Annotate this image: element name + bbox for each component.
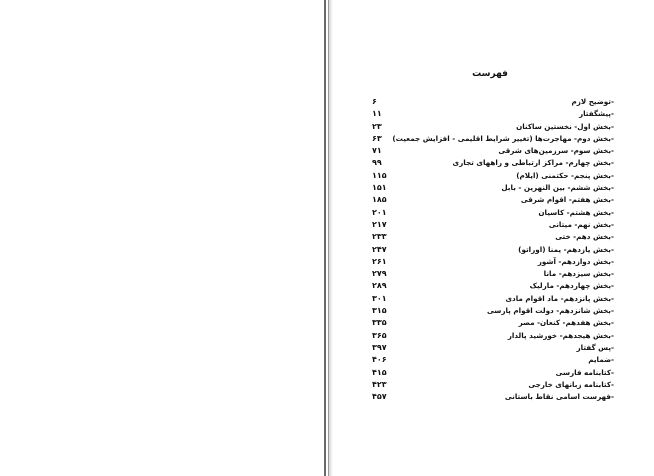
toc-entry [372,268,614,280]
toc-entry-title: -بخش نهم- میتانی [548,219,614,229]
toc-entry-page-number: ۲۸۹ [372,281,387,291]
toc-entry [372,244,614,256]
toc-entry-page-number: ۶۳ [372,133,382,143]
toc-entry [372,256,614,268]
toc-entry-title: -بخش شانزدهم- دولت اقوام پارسی [486,306,614,316]
toc-entry [372,121,614,133]
toc-entry-page-number: ۲۰۱ [372,207,387,217]
toc-entry-title: -کتابنامه فارسی [555,367,614,377]
toc-entry-page-number: ۲۶۱ [372,256,387,266]
toc-entry-page-number: ۳۰۱ [372,293,387,303]
toc-entry [372,133,614,145]
toc-entry-title: -بخش پانزدهم- ماد اقوام مادی [505,293,614,303]
toc-entry [372,219,614,231]
toc-entry [372,108,614,120]
toc-entry-title: -بخش دهم- ختی [555,232,614,242]
toc-entry-title: -بخش دوازدهم- آشور [537,256,614,266]
toc-entry [372,207,614,219]
toc-entry-title: -بخش هیجدهم- خورشید پالدار [507,330,614,340]
toc-entry-title: -ضمایم [588,355,614,365]
toc-entry [372,354,614,366]
toc-entry-title: -بخش سیزدهم- مانا [543,269,614,279]
toc-entry-page-number: ۴۱۵ [372,367,387,377]
toc-entry-title: -بخش هفتم- اقوام شرقی [520,195,614,205]
toc-entry-page-number: ۴۰۶ [372,355,387,365]
toc-entry [372,170,614,182]
book-spine-line [324,0,326,476]
toc-entry-title: -بخش ششم- بین النهرین - بابل [501,183,614,193]
toc-entry [372,342,614,354]
toc-entry [372,379,614,391]
toc-entry-title: -بخش چهارم- مراکز ارتباطی و راههای تجاری [452,158,614,168]
toc-entry [372,367,614,379]
toc-entry-page-number: ۳۶۵ [372,330,387,340]
book-spine-shadow [329,0,333,476]
toc-entry-page-number: ۱۵۱ [372,183,387,193]
toc-entry-title: -کتابنامه زبانهای خارجی [528,379,614,389]
toc-entry-title: -بخش پنجم- حکتمنی (ایلام) [516,170,614,180]
toc-entry-page-number: ۳۳۵ [372,318,387,328]
table-of-contents [372,96,614,403]
toc-entry-title: -بخش هشتم- کاسیان [538,207,614,217]
toc-entry-page-number: ۴۵۷ [372,392,387,402]
toc-entry [372,145,614,157]
toc-entry [372,182,614,194]
toc-entry-title: -بخش یازدهم- یمنا (اوراتو) [518,244,614,254]
toc-entry [372,157,614,169]
toc-entry-page-number: ۲۷۹ [372,269,387,279]
toc-entry-page-number: ۳۹۷ [372,342,387,352]
toc-entry [372,231,614,243]
toc-entry-page-number: ۲۳ [372,121,382,131]
toc-entry [372,96,614,108]
toc-entry-page-number: ۱۸۵ [372,195,387,205]
toc-entry-title: -پیشگفتار [578,109,614,119]
toc-entry [372,391,614,403]
toc-entry-title: -فهرست اسامی نقاط باستانی [504,392,614,402]
toc-entry-page-number: ۲۱۷ [372,219,387,229]
toc-entry [372,305,614,317]
toc-entry-page-number: ۲۴۷ [372,244,387,254]
toc-entry-title: -بخش چهاردهم- مارلیک [529,281,614,291]
toc-entry-page-number: ۱۱۵ [372,170,387,180]
toc-entry [372,330,614,342]
toc-entry-title: -بخش هفدهم- کنعان- مصر [518,318,614,328]
toc-entry-title: -پس گفتار [576,342,614,352]
toc-entry [372,194,614,206]
page-title: فهرست [472,69,508,79]
toc-entry-page-number: ۴۲۳ [372,379,387,389]
toc-entry-title: -بخش سوم- سرزمین‌های شرقی [498,146,614,156]
toc-entry-title: -بخش اول- نخستین ساکنان [516,121,614,131]
toc-entry [372,280,614,292]
toc-entry-page-number: ۶ [372,97,377,106]
toc-entry [372,293,614,305]
toc-entry-page-number: ۳۱۵ [372,306,387,316]
toc-entry-page-number: ۱۱ [372,109,382,119]
toc-entry-title: -بخش دوم- مهاجرت‌ها (تغییر شرایط اقلیمی - افزایش جمعیت) [392,133,614,143]
toc-entry-page-number: ۹۹ [372,158,382,168]
toc-entry-page-number: ۲۳۳ [372,232,387,242]
toc-entry-title: -توضیح لازم [571,97,614,106]
toc-entry [372,317,614,329]
toc-entry-page-number: ۷۱ [372,146,382,156]
